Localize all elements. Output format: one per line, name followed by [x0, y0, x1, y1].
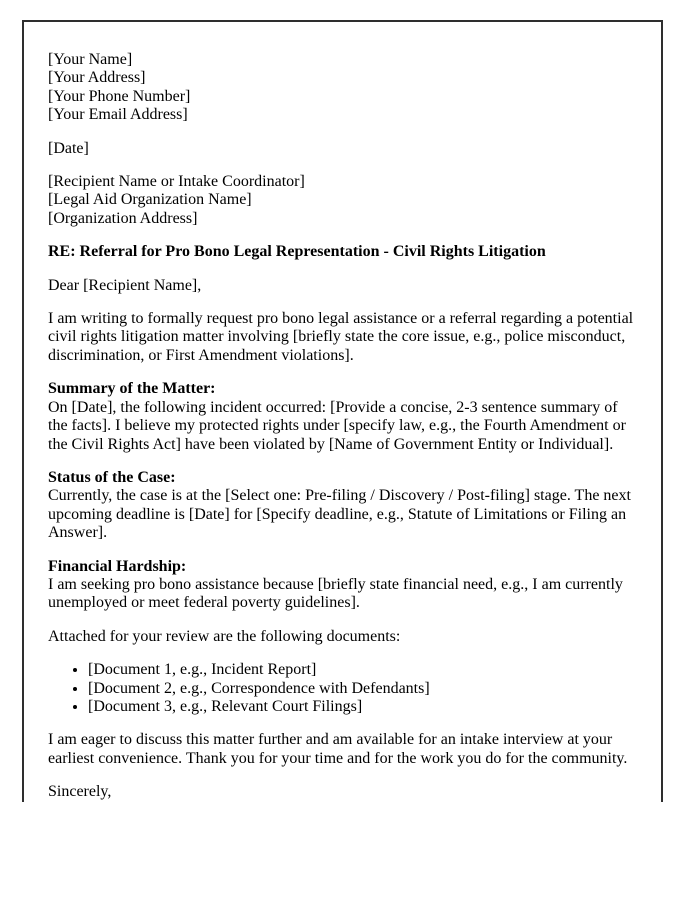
intro-paragraph: I am writing to formally request pro bono legal assistance or a referral regarding a potential civil rights litigation matter involving [briefly state the core issue, e.g., police misconduct, discrimination, or First Amendment violations]. [48, 310, 634, 364]
salutation: Dear [Recipient Name], [48, 276, 202, 294]
section-hardship [48, 558, 636, 613]
section-status-heading: Status of the Case: [48, 468, 176, 486]
attachments-intro: Attached for your review are the following documents: [48, 627, 401, 645]
letter-document [22, 20, 663, 802]
sender-address-block [48, 51, 636, 125]
section-hardship-heading: Financial Hardship: [48, 557, 187, 575]
attachment-item: • [Document 3, e.g., Relevant Court Filings] [88, 698, 636, 716]
section-hardship-body: I am seeking pro bono assistance because [briefly state financial need, e.g., I am currently unemployed or meet federal poverty guidelines]. [48, 575, 623, 612]
sender-email: [Your Email Address] [48, 106, 188, 124]
recipient-organization: [Legal Aid Organization Name] [48, 191, 252, 209]
sender-phone: [Your Phone Number] [48, 87, 191, 105]
section-summary [48, 380, 636, 454]
recipient-org-address: [Organization Address] [48, 209, 198, 227]
section-status-body: Currently, the case is at the [Select one: Pre-filing / Discovery / Post-filing] stage. The next upcoming deadline is [Date] for [Specify deadline, e.g., Statute of Limitations or Filing an Answer]. [48, 487, 631, 542]
attachment-item: • [Document 2, e.g., Correspondence with Defendants] [88, 680, 636, 698]
subject-line: RE: Referral for Pro Bono Legal Representation - Civil Rights Litigation [48, 243, 546, 261]
section-summary-body: On [Date], the following incident occurred: [Provide a concise, 2-3 sentence summary of the facts]. I believe my protected rights under [specify law, e.g., the Fourth Amendment or the Civil Rights Act] have been violated by [Name of Government Entity or Individual]. [48, 398, 626, 453]
attachment-item: • [Document 1, e.g., Incident Report] [88, 661, 636, 679]
sender-name: [Your Name] [48, 51, 133, 68]
letter-date: [Date] [48, 139, 89, 157]
recipient-name: [Recipient Name or Intake Coordinator] [48, 173, 305, 191]
recipient-address-block [48, 173, 636, 228]
sender-address: [Your Address] [48, 69, 146, 87]
section-status [48, 469, 636, 543]
closing-paragraph: I am eager to discuss this matter further and am available for an intake interview at your earliest convenience. Thank you for your time and for the work you do for the community. [48, 731, 628, 767]
signoff: Sincerely, [48, 783, 112, 801]
section-summary-heading: Summary of the Matter: [48, 380, 216, 398]
attachments-list [48, 661, 636, 716]
